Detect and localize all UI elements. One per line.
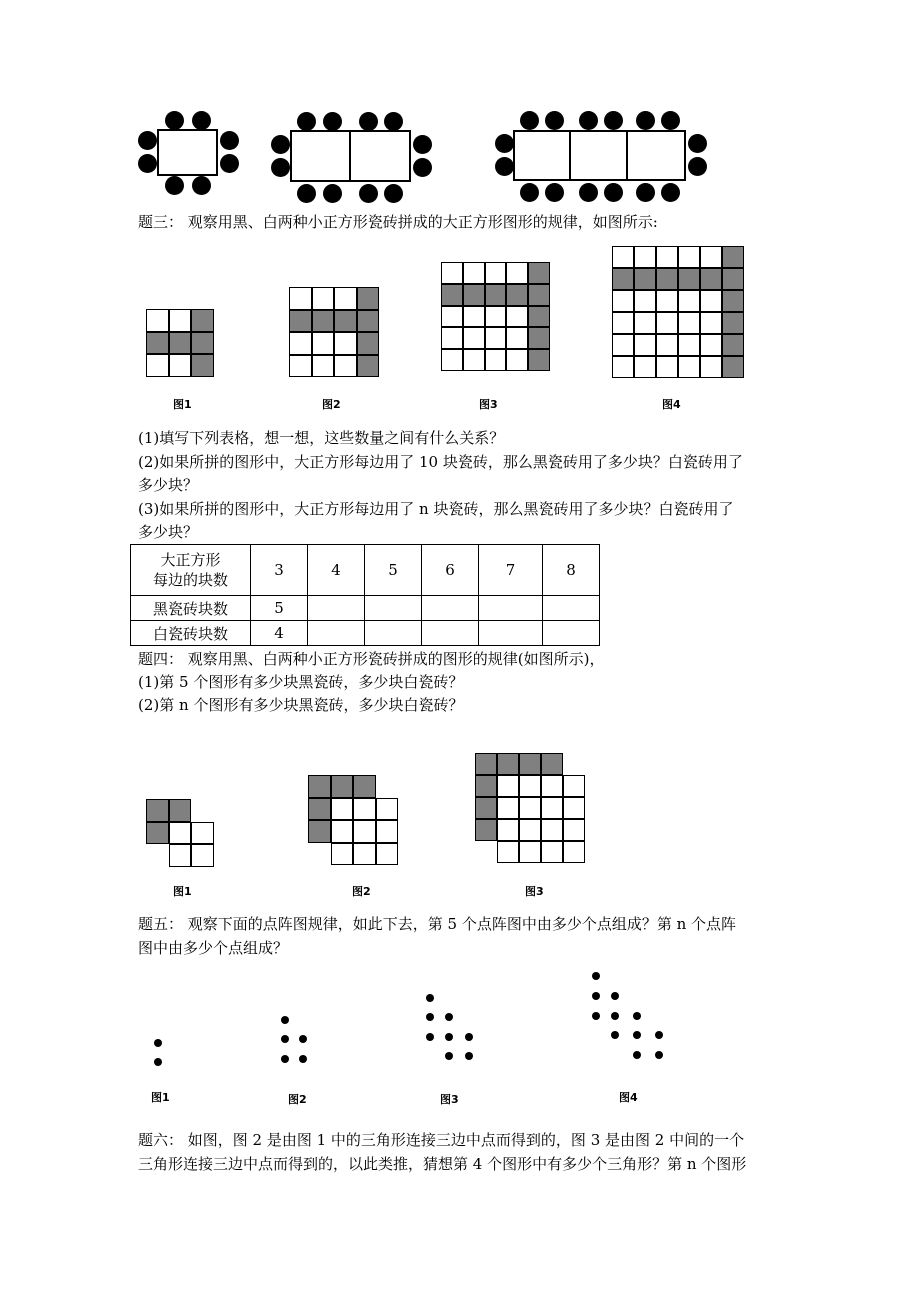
seat [520, 183, 539, 202]
white-tile [563, 819, 585, 841]
black-tile [528, 327, 550, 349]
dot [426, 994, 434, 1002]
black-tile [357, 332, 380, 355]
seat [636, 183, 655, 202]
dot [445, 1052, 453, 1060]
white-tile [700, 334, 722, 356]
q6-line-1: 题六： 如图，图 2 是由图 1 中的三角形连接三边中点而得到的，图 3 是由图 2 中间的一个 [138, 1131, 745, 1149]
black-tile [357, 287, 380, 310]
q6-line-2: 三角形连接三边中点而得到的，以此类推，猜想第 4 个图形中有多少个三角形？第 n 个图形 [138, 1155, 747, 1173]
dot [154, 1058, 162, 1066]
white-tile [541, 775, 563, 797]
white-tile [506, 349, 528, 371]
table-cell[interactable] [365, 621, 422, 646]
seat [495, 134, 514, 153]
black-tile [485, 284, 507, 306]
table-1 [157, 129, 218, 176]
empty-space [146, 844, 169, 867]
q3-caption-3: 图3 [479, 398, 498, 411]
seat [579, 183, 598, 202]
black-tile [612, 268, 634, 290]
black-tile [169, 799, 192, 822]
seat [384, 184, 403, 203]
seat [323, 112, 342, 131]
q3-caption-2: 图2 [322, 398, 341, 411]
q3-prompt-1: (1)填写下列表格，想一想，这些数量之间有什么关系？ [138, 429, 505, 447]
empty-space [191, 799, 214, 822]
white-tile [312, 332, 335, 355]
white-tile [700, 312, 722, 334]
white-tile [289, 332, 312, 355]
black-tile [678, 268, 700, 290]
seat [520, 111, 539, 130]
table-col: 6 [422, 545, 479, 596]
dot [426, 1033, 434, 1041]
table-col: 8 [543, 545, 600, 596]
white-tile [656, 290, 678, 312]
dot [154, 1039, 162, 1047]
dot [611, 992, 619, 1000]
q5-caption-3: 图3 [440, 1093, 459, 1106]
table-row-label-white: 白瓷砖块数 [131, 621, 251, 646]
table-cell[interactable] [543, 596, 600, 621]
dot [281, 1055, 289, 1063]
q4-caption-2: 图2 [352, 885, 371, 898]
dot [633, 1051, 641, 1059]
seat [579, 111, 598, 130]
white-tile [541, 797, 563, 819]
white-tile [441, 349, 463, 371]
table-col: 7 [479, 545, 543, 596]
dot [611, 1012, 619, 1020]
black-tile [700, 268, 722, 290]
q4-prompt-2: (2)第 n 个图形有多少块黑瓷砖，多少块白瓷砖？ [138, 696, 464, 714]
q5-line-2: 图中由多少个点组成？ [138, 939, 289, 957]
white-tile [485, 262, 507, 284]
dot [445, 1013, 453, 1021]
q4-grid-1 [146, 799, 214, 867]
black-tile [634, 268, 656, 290]
white-tile [612, 246, 634, 268]
white-tile [289, 355, 312, 378]
seat [413, 158, 432, 177]
black-tile [722, 246, 744, 268]
white-tile [353, 820, 376, 843]
seat [192, 176, 211, 195]
black-tile [191, 354, 214, 377]
black-tile [441, 284, 463, 306]
q3-prompt-3: (3)如果所拼的图形中，大正方形每边用了 n 块瓷砖，那么黑瓷砖用了多少块？白瓷砖用了 [138, 500, 734, 518]
white-tile [634, 312, 656, 334]
white-tile [519, 797, 541, 819]
seat [297, 184, 316, 203]
white-tile [441, 306, 463, 328]
white-tile [191, 844, 214, 867]
seat [636, 111, 655, 130]
seat [384, 112, 403, 131]
black-tile [528, 306, 550, 328]
black-tile [308, 798, 331, 821]
black-tile [169, 332, 192, 355]
black-tile [528, 349, 550, 371]
white-tile [612, 312, 634, 334]
white-tile [146, 354, 169, 377]
black-tile [656, 268, 678, 290]
seat [138, 154, 157, 173]
white-tile [334, 287, 357, 310]
table-col: 4 [308, 545, 365, 596]
white-tile [289, 287, 312, 310]
seat [271, 135, 290, 154]
q4-prompt-1: (1)第 5 个图形有多少块黑瓷砖，多少块白瓷砖？ [138, 673, 464, 691]
seat [688, 134, 707, 153]
white-tile [656, 334, 678, 356]
q4-caption-1: 图1 [173, 885, 192, 898]
table-cell[interactable] [365, 596, 422, 621]
q3-caption-4: 图4 [662, 398, 681, 411]
black-tile [475, 797, 497, 819]
table-cell[interactable] [308, 621, 365, 646]
black-tile [146, 332, 169, 355]
black-tile [722, 290, 744, 312]
dot [592, 1012, 600, 1020]
q5-caption-1: 图1 [151, 1091, 170, 1104]
white-tile [634, 334, 656, 356]
black-tile [308, 775, 331, 798]
white-tile [678, 334, 700, 356]
dot [465, 1033, 473, 1041]
seat [661, 111, 680, 130]
black-tile [191, 332, 214, 355]
white-tile [541, 819, 563, 841]
black-tile [353, 775, 376, 798]
white-tile [497, 797, 519, 819]
dot [633, 1012, 641, 1020]
white-tile [463, 306, 485, 328]
white-tile [678, 312, 700, 334]
black-tile [722, 268, 744, 290]
black-tile [497, 753, 519, 775]
white-tile [169, 822, 192, 845]
q4-caption-3: 图3 [525, 885, 544, 898]
black-tile [334, 310, 357, 333]
q3-table [130, 544, 600, 646]
white-tile [634, 290, 656, 312]
dot [465, 1052, 473, 1060]
seat [495, 157, 514, 176]
white-tile [656, 246, 678, 268]
white-tile [519, 775, 541, 797]
table-divider [626, 130, 628, 181]
seat [545, 111, 564, 130]
q4-title: 题四： 观察用黑、白两种小正方形瓷砖拼成的图形的规律(如图所示)， [138, 650, 605, 668]
white-tile [353, 798, 376, 821]
white-tile [497, 775, 519, 797]
empty-space [563, 753, 585, 775]
white-tile [485, 306, 507, 328]
white-tile [463, 262, 485, 284]
white-tile [169, 309, 192, 332]
seat [271, 158, 290, 177]
empty-space [376, 775, 399, 798]
table-cell[interactable] [422, 621, 479, 646]
white-tile [612, 290, 634, 312]
black-tile [528, 262, 550, 284]
white-tile [331, 798, 354, 821]
black-tile [519, 753, 541, 775]
white-tile [612, 334, 634, 356]
seat [138, 131, 157, 150]
white-tile [146, 309, 169, 332]
white-tile [506, 306, 528, 328]
white-tile [656, 356, 678, 378]
white-tile [485, 327, 507, 349]
white-tile [506, 327, 528, 349]
black-tile [541, 753, 563, 775]
white-tile [312, 355, 335, 378]
q5-caption-4: 图4 [619, 1091, 638, 1104]
dot [655, 1031, 663, 1039]
white-tile [441, 262, 463, 284]
table-cell[interactable] [479, 596, 543, 621]
white-tile [497, 819, 519, 841]
q5-line-1: 题五： 观察下面的点阵图规律，如此下去，第 5 个点阵图中由多少个点组成？第 n 个点阵 [138, 915, 737, 933]
black-tile [475, 753, 497, 775]
table-col: 3 [251, 545, 308, 596]
white-tile [541, 841, 563, 863]
black-tile [191, 309, 214, 332]
q3-grid-1 [146, 309, 214, 377]
black-tile [308, 820, 331, 843]
white-tile [463, 349, 485, 371]
table-header-line-2: 每边的块数 [152, 571, 228, 589]
seat [220, 131, 239, 150]
black-tile [463, 284, 485, 306]
white-tile [312, 287, 335, 310]
seat [192, 111, 211, 130]
white-tile [334, 355, 357, 378]
white-tile [519, 819, 541, 841]
seat [545, 183, 564, 202]
table-row-label-black: 黑瓷砖块数 [131, 596, 251, 621]
white-tile [376, 843, 399, 866]
dot [655, 1051, 663, 1059]
black-tile [146, 799, 169, 822]
q4-grid-3 [475, 753, 585, 863]
white-tile [634, 246, 656, 268]
q3-grid-2 [289, 287, 379, 377]
white-tile [191, 822, 214, 845]
table-cell[interactable] [479, 621, 543, 646]
seat [165, 176, 184, 195]
dot [445, 1033, 453, 1041]
table-divider [349, 130, 351, 182]
white-tile [563, 797, 585, 819]
table-cell[interactable] [543, 621, 600, 646]
q3-prompt-2b: 多少块？ [138, 476, 199, 494]
white-tile [700, 246, 722, 268]
white-tile [331, 843, 354, 866]
seat [604, 111, 623, 130]
white-tile [334, 332, 357, 355]
table-divider [569, 130, 571, 181]
white-tile [485, 349, 507, 371]
white-tile [169, 354, 192, 377]
black-tile [722, 312, 744, 334]
q3-prompt-2: (2)如果所拼的图形中，大正方形每边用了 10 块瓷砖，那么黑瓷砖用了多少块？白瓷砖用了 [138, 453, 743, 471]
black-tile [331, 775, 354, 798]
white-tile [612, 356, 634, 378]
black-tile [528, 284, 550, 306]
black-tile [722, 356, 744, 378]
dot [426, 1013, 434, 1021]
seat [297, 112, 316, 131]
dot [611, 1031, 619, 1039]
q3-title: 题三： 观察用黑、白两种小正方形瓷砖拼成的大正方形图形的规律，如图所示: [138, 213, 658, 231]
white-tile [376, 798, 399, 821]
dot [592, 972, 600, 980]
table-cell[interactable] [422, 596, 479, 621]
white-tile [331, 820, 354, 843]
q3-prompt-3b: 多少块？ [138, 523, 199, 541]
white-tile [506, 262, 528, 284]
seat [165, 111, 184, 130]
table-cell: 5 [251, 596, 308, 621]
q5-caption-2: 图2 [288, 1093, 307, 1106]
empty-space [475, 841, 497, 863]
seat [661, 183, 680, 202]
white-tile [678, 290, 700, 312]
black-tile [475, 775, 497, 797]
q3-grid-4 [612, 246, 744, 378]
q3-grid-3 [441, 262, 550, 371]
black-tile [475, 819, 497, 841]
seat [220, 154, 239, 173]
white-tile [678, 246, 700, 268]
black-tile [289, 310, 312, 333]
empty-space [308, 843, 331, 866]
black-tile [357, 355, 380, 378]
white-tile [376, 820, 399, 843]
seat [359, 112, 378, 131]
white-tile [441, 327, 463, 349]
table-3 [513, 130, 686, 181]
white-tile [700, 356, 722, 378]
white-tile [656, 312, 678, 334]
table-col: 5 [365, 545, 422, 596]
dot [299, 1055, 307, 1063]
seat [359, 184, 378, 203]
dot [592, 992, 600, 1000]
white-tile [463, 327, 485, 349]
seat [688, 157, 707, 176]
white-tile [563, 775, 585, 797]
white-tile [169, 844, 192, 867]
seat [323, 184, 342, 203]
dot [281, 1035, 289, 1043]
white-tile [353, 843, 376, 866]
white-tile [634, 356, 656, 378]
white-tile [563, 841, 585, 863]
black-tile [312, 310, 335, 333]
dot [281, 1016, 289, 1024]
black-tile [506, 284, 528, 306]
white-tile [497, 841, 519, 863]
dot [633, 1031, 641, 1039]
black-tile [357, 310, 380, 333]
table-cell[interactable] [308, 596, 365, 621]
seat [413, 135, 432, 154]
seat [604, 183, 623, 202]
white-tile [519, 841, 541, 863]
table-cell: 4 [251, 621, 308, 646]
black-tile [146, 822, 169, 845]
table-header-line-1: 大正方形 [160, 551, 221, 569]
q4-grid-2 [308, 775, 398, 865]
black-tile [722, 334, 744, 356]
table-header-label [131, 545, 251, 596]
dot [299, 1035, 307, 1043]
q3-caption-1: 图1 [173, 398, 192, 411]
white-tile [678, 356, 700, 378]
white-tile [700, 290, 722, 312]
